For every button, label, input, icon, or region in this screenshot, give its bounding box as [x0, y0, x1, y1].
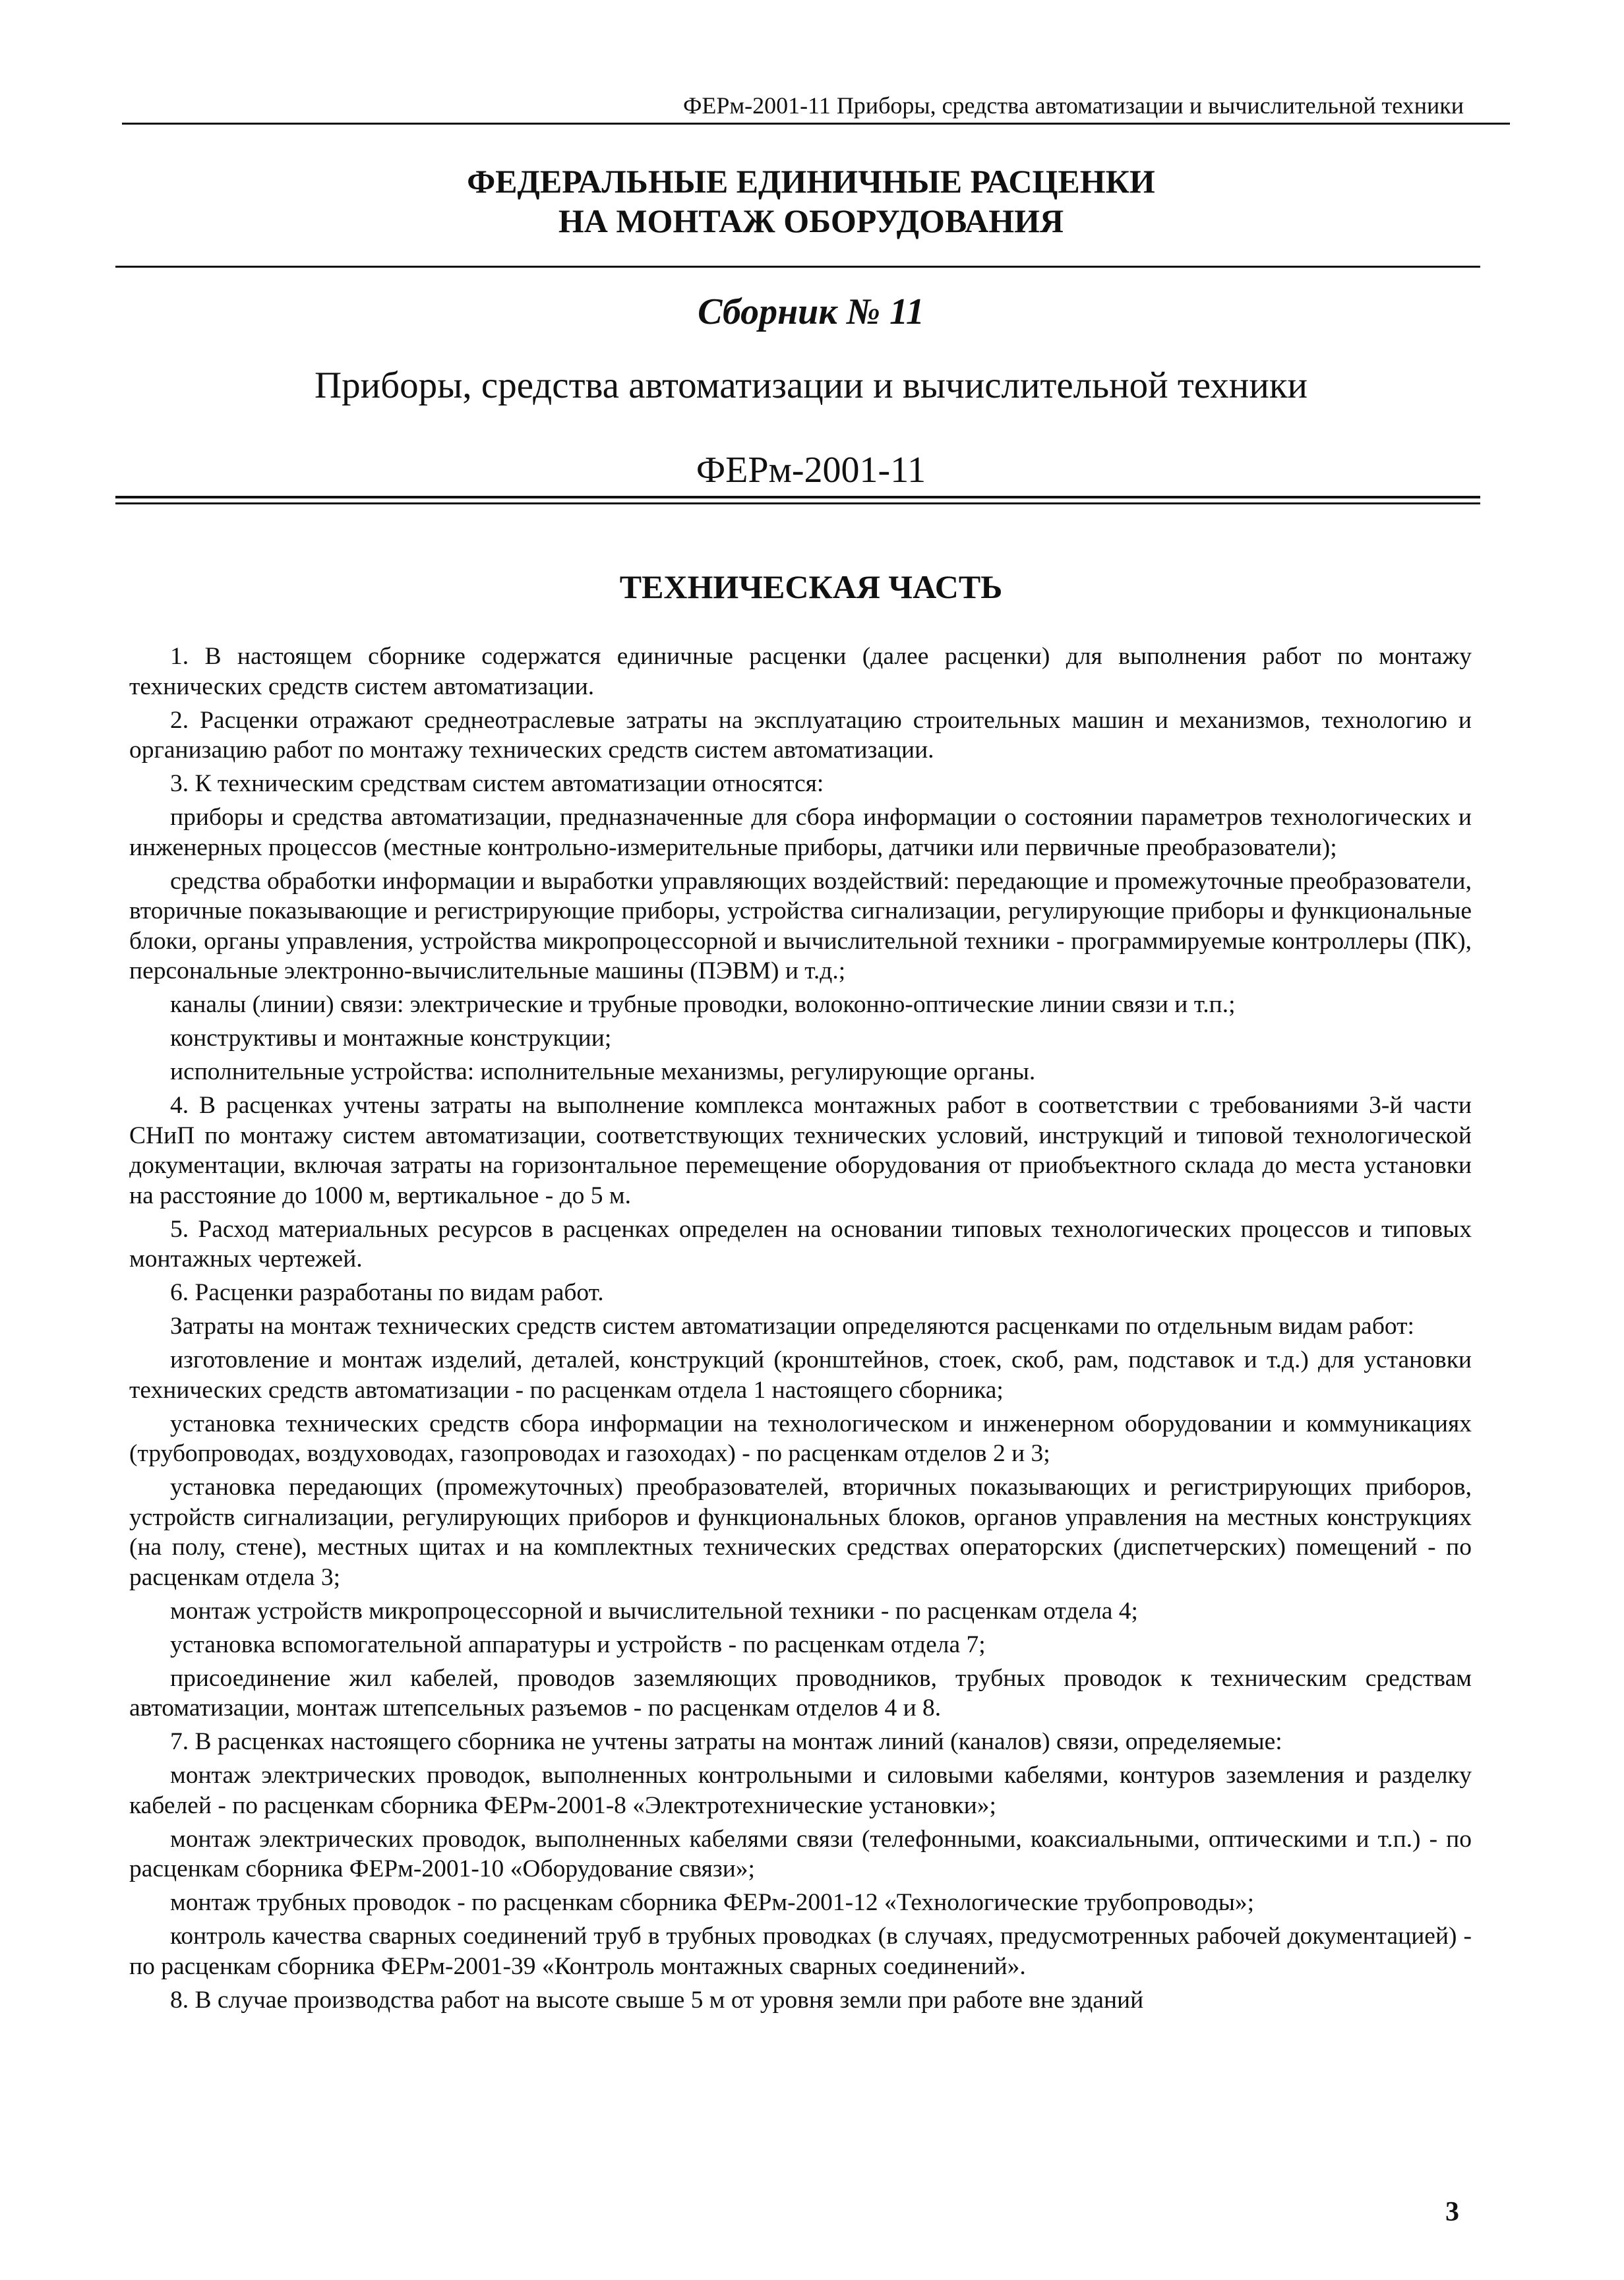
paragraph: установка технических средств сбора информации на технологическом и инженерном оборудовании и коммуникациях (трубопроводах, воздуховодах, газопроводах и газоходах) - по расценкам отделов 2 и 3;: [129, 1410, 1472, 1467]
title-line-2: НА МОНТАЖ ОБОРУДОВАНИЯ: [558, 202, 1064, 239]
paragraph: Затраты на монтаж технических средств систем автоматизации определяются расценками по отдельным видам работ:: [170, 1313, 1414, 1340]
document-title: [119, 162, 1503, 241]
paragraph: установка вспомогательной аппаратуры и устройств - по расценкам отдела 7;: [170, 1631, 986, 1658]
paragraph: 1. В настоящем сборнике содержатся единичные расценки (далее расценки) для выполнения работ по монтажу технических средств систем автоматизации.: [129, 643, 1472, 700]
paragraph: исполнительные устройства: исполнительные механизмы, регулирующие органы.: [170, 1058, 1036, 1085]
collection-name: Приборы, средства автоматизации и вычислительной техники: [314, 365, 1308, 406]
paragraph: 5. Расход материальных ресурсов в расценках определен на основании типовых технологических процессов и типовых монтажных чертежей.: [129, 1215, 1472, 1273]
paragraph: установка передающих (промежуточных) преобразователей, вторичных показывающих и регистрирующих приборов, устройств сигнализации, регулирующих приборов и функциональных блоков, органов управления на местных конструкциях (на полу, стене), местных щитах и на комплектных технических средствах операторских (диспетчерских) помещений - по расценкам отдела 3;: [129, 1474, 1472, 1591]
paragraph: 2. Расценки отражают среднеотраслевые затраты на эксплуатацию строительных машин и механизмов, технологию и организацию работ по монтажу технических средств систем автоматизации.: [129, 706, 1472, 764]
header-rule: [122, 123, 1510, 125]
paragraph: приборы и средства автоматизации, предназначенные для сбора информации о состоянии параметров технологических и инженерных процессов (местные контрольно-измерительные приборы, датчики или первичные преобразователи);: [129, 804, 1472, 861]
section-title: ТЕХНИЧЕСКАЯ ЧАСТЬ: [619, 568, 1003, 605]
code-rule-bottom: [115, 502, 1480, 504]
page-number: 3: [1445, 2197, 1459, 2227]
paragraph: монтаж устройств микропроцессорной и вычислительной техники - по расценкам отдела 4;: [170, 1597, 1138, 1625]
running-header: ФЕРм-2001-11 Приборы, средства автоматизации и вычислительной техники: [682, 92, 1464, 119]
paragraph: 6. Расценки разработаны по видам работ.: [170, 1279, 604, 1306]
paragraph: 8. В случае производства работ на высоте свыше 5 м от уровня земли при работе вне зданий: [170, 1986, 1144, 2014]
paragraph: монтаж электрических проводок, выполненных кабелями связи (телефонными, коаксиальными, оптическими и т.п.) - по расценкам сборника ФЕРм-2001-10 «Оборудование связи»;: [129, 1825, 1472, 1882]
paragraph: 3. К техническим средствам систем автоматизации относятся:: [170, 770, 824, 797]
title-rule: [115, 266, 1480, 268]
collection-code: ФЕРм-2001-11: [696, 450, 926, 491]
title-line-1: ФЕДЕРАЛЬНЫЕ ЕДИНИЧНЫЕ РАСЦЕНКИ: [467, 163, 1155, 200]
paragraph: конструктивы и монтажные конструкции;: [170, 1025, 612, 1052]
paragraph: монтаж электрических проводок, выполненных контрольными и силовыми кабелями, контуров заземления и разделку кабелей - по расценкам сборника ФЕРм-2001-8 «Электротехнические установки»;: [129, 1762, 1472, 1819]
paragraph: изготовление и монтаж изделий, деталей, конструкций (кронштейнов, стоек, скоб, рам, подставок и т.д.) для установки технических средств автоматизации - по расценкам отдела 1 настоящего сборника;: [129, 1346, 1472, 1404]
paragraph: присоединение жил кабелей, проводов заземляющих проводников, трубных проводок к техническим средствам автоматизации, монтаж штепсельных разъемов - по расценкам отделов 4 и 8.: [129, 1664, 1472, 1722]
paragraph: контроль качества сварных соединений труб в трубных проводках (в случаях, предусмотренных рабочей документацией) - по расценкам сборника ФЕРм-2001-39 «Контроль монтажных сварных соединений».: [129, 1923, 1472, 1980]
collection-number: Сборник № 11: [698, 291, 924, 332]
code-rule-top: [115, 496, 1480, 498]
paragraph: средства обработки информации и выработки управляющих воздействий: передающие и промежуточные преобразователи, вторичные показывающие и регистрирующие приборы, устройства сигнализации, регулирующие приборы и функциональные блоки, органы управления, устройства микропроцессорной и вычислительной техники - программируемые контроллеры (ПК), персональные электронно-вычислительные машины (ПЭВМ) и т.д.;: [129, 867, 1472, 984]
paragraph: 4. В расценках учтены затраты на выполнение комплекса монтажных работ в соответствии с требованиями 3-й части СНиП по монтажу систем автоматизации, соответствующих технических условий, инструкций и типовой технологической документации, включая затраты на горизонтальное перемещение оборудования от приобъектного склада до места установки на расстояние до 1000 м, вертикальное - до 5 м.: [129, 1092, 1472, 1209]
paragraph: монтаж трубных проводок - по расценкам сборника ФЕРм-2001-12 «Технологические трубопроводы»;: [170, 1889, 1255, 1916]
body-text: [129, 642, 1472, 2019]
paragraph: каналы (линии) связи: электрические и трубные проводки, волоконно-оптические линии связи и т.п.;: [170, 991, 1236, 1018]
paragraph: 7. В расценках настоящего сборника не учтены затраты на монтаж линий (каналов) связи, определяемые:: [170, 1728, 1282, 1755]
